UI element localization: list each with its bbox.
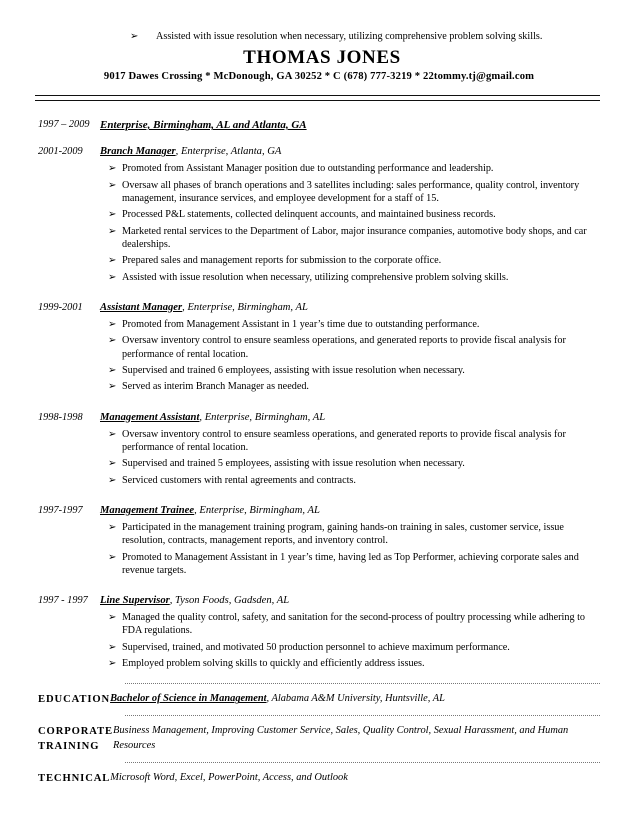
experience-company: , Tyson Foods, Gadsden, AL <box>169 595 290 607</box>
spacer <box>0 284 638 301</box>
experience-entry <box>0 145 638 284</box>
list-item <box>100 334 602 360</box>
bullet-text: Processed P&L statements, collected delinquent accounts, and maintained business records. <box>122 209 496 221</box>
arrow-bullet-icon: ➢ <box>130 31 139 42</box>
experience-bullet-list <box>100 428 602 487</box>
corporate-training-label-line1: CORPORATE <box>38 726 113 738</box>
bullet-text: Oversaw all phases of branch operations and 3 satellites including: sales performance, quality control, inventory management, insurance services, and employee development for a staff of 15. <box>122 179 580 204</box>
experience-bullet-list <box>100 162 602 284</box>
education-degree: Bachelor of Science in Management <box>110 693 267 705</box>
experience-entry <box>0 504 638 577</box>
bullet-text: Promoted from Assistant Manager position due to outstanding performance and leadership. <box>122 163 494 175</box>
experience-dates: 1997-1997 <box>38 504 83 516</box>
bullet-text: Prepared sales and management reports for submission to the corporate office. <box>122 255 442 267</box>
experience-bullet-list <box>100 521 602 577</box>
experience-dates: 2001-2009 <box>38 146 83 157</box>
experience-title-line <box>100 504 602 518</box>
spacer <box>0 754 638 762</box>
experience-role: Line Supervisor <box>100 595 170 607</box>
list-item <box>100 179 602 205</box>
spacer <box>0 132 638 145</box>
bullet-text: Served as interim Branch Manager as needed. <box>122 381 309 393</box>
list-item <box>100 657 602 670</box>
corporate-training-label <box>0 724 113 754</box>
technical-body: Microsoft Word, Excel, PowerPoint, Access, and Outlook <box>110 772 348 784</box>
bullet-text: Assisted with issue resolution when necessary, utilizing comprehensive problem solving skills. <box>122 271 509 283</box>
list-item <box>100 641 602 654</box>
arrow-bullet-icon: ➢ <box>108 225 117 237</box>
bullet-text: Supervised and trained 6 employees, assisting with issue resolution when necessary. <box>122 364 465 376</box>
education-detail: , Alabama A&M University, Huntsville, AL <box>266 693 445 705</box>
experience-dates: 1997 - 1997 <box>38 595 88 607</box>
experience-company: , Enterprise, Atlanta, GA <box>175 146 282 157</box>
spacer <box>0 716 638 724</box>
spacer <box>0 670 638 683</box>
bullet-text: Managed the quality control, safety, and sanitation for the second-process of poultry processing while adhering to FDA regulations. <box>122 612 586 637</box>
experience-role: Assistant Manager <box>100 301 183 313</box>
orphan-bullet-item <box>0 0 638 43</box>
bullet-text: Promoted from Management Assistant in 1 year’s time due to outstanding performance. <box>122 318 480 330</box>
list-item <box>100 254 602 267</box>
arrow-bullet-icon: ➢ <box>108 209 117 221</box>
company-header-dates: 1997 – 2009 <box>38 119 90 130</box>
corporate-training-body: Business Management, Improving Customer Service, Sales, Quality Control, Sexual Harassment, and Human Resources <box>113 725 569 751</box>
corporate-training-section <box>0 724 638 754</box>
list-item <box>100 380 602 393</box>
bullet-text: Supervised, trained, and motivated 50 production personnel to achieve maximum performance. <box>122 641 510 653</box>
arrow-bullet-icon: ➢ <box>108 335 117 347</box>
arrow-bullet-icon: ➢ <box>108 179 117 191</box>
arrow-bullet-icon: ➢ <box>108 163 117 175</box>
experience-bullet-list <box>100 318 602 394</box>
arrow-bullet-icon: ➢ <box>108 255 117 267</box>
list-item <box>100 521 602 547</box>
arrow-bullet-icon: ➢ <box>108 551 117 563</box>
experience-entry <box>0 411 638 487</box>
technical-section <box>0 771 638 786</box>
spacer <box>0 577 638 594</box>
experience-dates: 1998-1998 <box>38 411 83 423</box>
arrow-bullet-icon: ➢ <box>108 381 117 393</box>
corporate-training-label-line2: TRAINING <box>38 741 100 753</box>
list-item <box>100 551 602 577</box>
bullet-text: Employed problem solving skills to quickly and efficiently address issues. <box>122 658 425 670</box>
list-item <box>100 474 602 487</box>
education-label: EDUCATION <box>38 694 111 706</box>
arrow-bullet-icon: ➢ <box>108 641 117 653</box>
list-item <box>100 318 602 331</box>
arrow-bullet-icon: ➢ <box>108 522 117 534</box>
arrow-bullet-icon: ➢ <box>108 318 117 330</box>
bullet-text: Promoted to Management Assistant in 1 year’s time, having led as Top Performer, achieving corporate sales and revenue targets. <box>122 551 579 576</box>
spacer <box>0 487 638 504</box>
experience-title-line <box>100 594 602 608</box>
arrow-bullet-icon: ➢ <box>108 271 117 283</box>
experience-role: Management Trainee <box>100 504 195 516</box>
page-title: THOMAS JONES <box>243 47 401 68</box>
list-item <box>100 611 602 637</box>
company-header-row <box>0 118 638 132</box>
experience-bullet-list <box>100 611 602 670</box>
education-section <box>0 692 638 707</box>
spacer <box>0 101 638 118</box>
bullet-text: Oversaw inventory control to ensure seamless operations, and generated reports to provide fiscal analysis for performance of rental location. <box>122 335 566 360</box>
spacer <box>0 684 638 692</box>
experience-title-line <box>100 145 602 159</box>
contact-line: 9017 Dawes Crossing * McDonough, GA 30252 * C (678) 777-3219 * 22tommy.tj@gmail.com <box>103 71 535 82</box>
spacer <box>0 394 638 411</box>
education-body <box>110 692 638 707</box>
list-item <box>100 364 602 377</box>
arrow-bullet-icon: ➢ <box>108 364 117 376</box>
bullet-text: Serviced customers with rental agreements and contracts. <box>122 474 356 486</box>
experience-dates: 1999-2001 <box>38 301 83 313</box>
arrow-bullet-icon: ➢ <box>108 612 117 624</box>
list-item <box>100 208 602 221</box>
company-header-text: Enterprise, Birmingham, AL and Atlanta, GA <box>100 119 307 131</box>
list-item <box>100 162 602 175</box>
experience-company: , Enterprise, Birmingham, AL <box>199 411 326 423</box>
orphan-bullet-text: Assisted with issue resolution when necessary, utilizing comprehensive problem solving skills. <box>156 31 543 42</box>
bullet-text: Marketed rental services to the Department of Labor, major insurance companies, automotive body shops, and car dealerships. <box>122 225 587 250</box>
bullet-text: Supervised and trained 5 employees, assisting with issue resolution when necessary. <box>122 458 465 470</box>
arrow-bullet-icon: ➢ <box>108 458 117 470</box>
bullet-text: Participated in the management training program, gaining hands-on training in sales, customer service, issue resolution, contracts, management reports, and inventory control. <box>122 522 564 547</box>
list-item <box>100 225 602 251</box>
spacer <box>0 763 638 771</box>
experience-title-line <box>100 301 602 315</box>
list-item <box>100 457 602 470</box>
experience-role: Management Assistant <box>100 411 200 423</box>
experience-entry <box>0 594 638 670</box>
list-item <box>100 428 602 454</box>
spacer <box>0 707 638 715</box>
experience-role: Branch Manager <box>100 146 176 157</box>
technical-label: TECHNICAL <box>38 773 111 785</box>
experience-company: , Enterprise, Birmingham, AL <box>182 301 308 313</box>
arrow-bullet-icon: ➢ <box>108 428 117 440</box>
experience-title-line <box>100 411 602 425</box>
arrow-bullet-icon: ➢ <box>108 658 117 670</box>
list-item <box>100 271 602 284</box>
experience-company: , Enterprise, Birmingham, AL <box>194 504 320 516</box>
arrow-bullet-icon: ➢ <box>108 474 117 486</box>
experience-entry <box>0 301 638 394</box>
bullet-text: Oversaw inventory control to ensure seamless operations, and generated reports to provide fiscal analysis for performance of rental location. <box>122 428 566 453</box>
